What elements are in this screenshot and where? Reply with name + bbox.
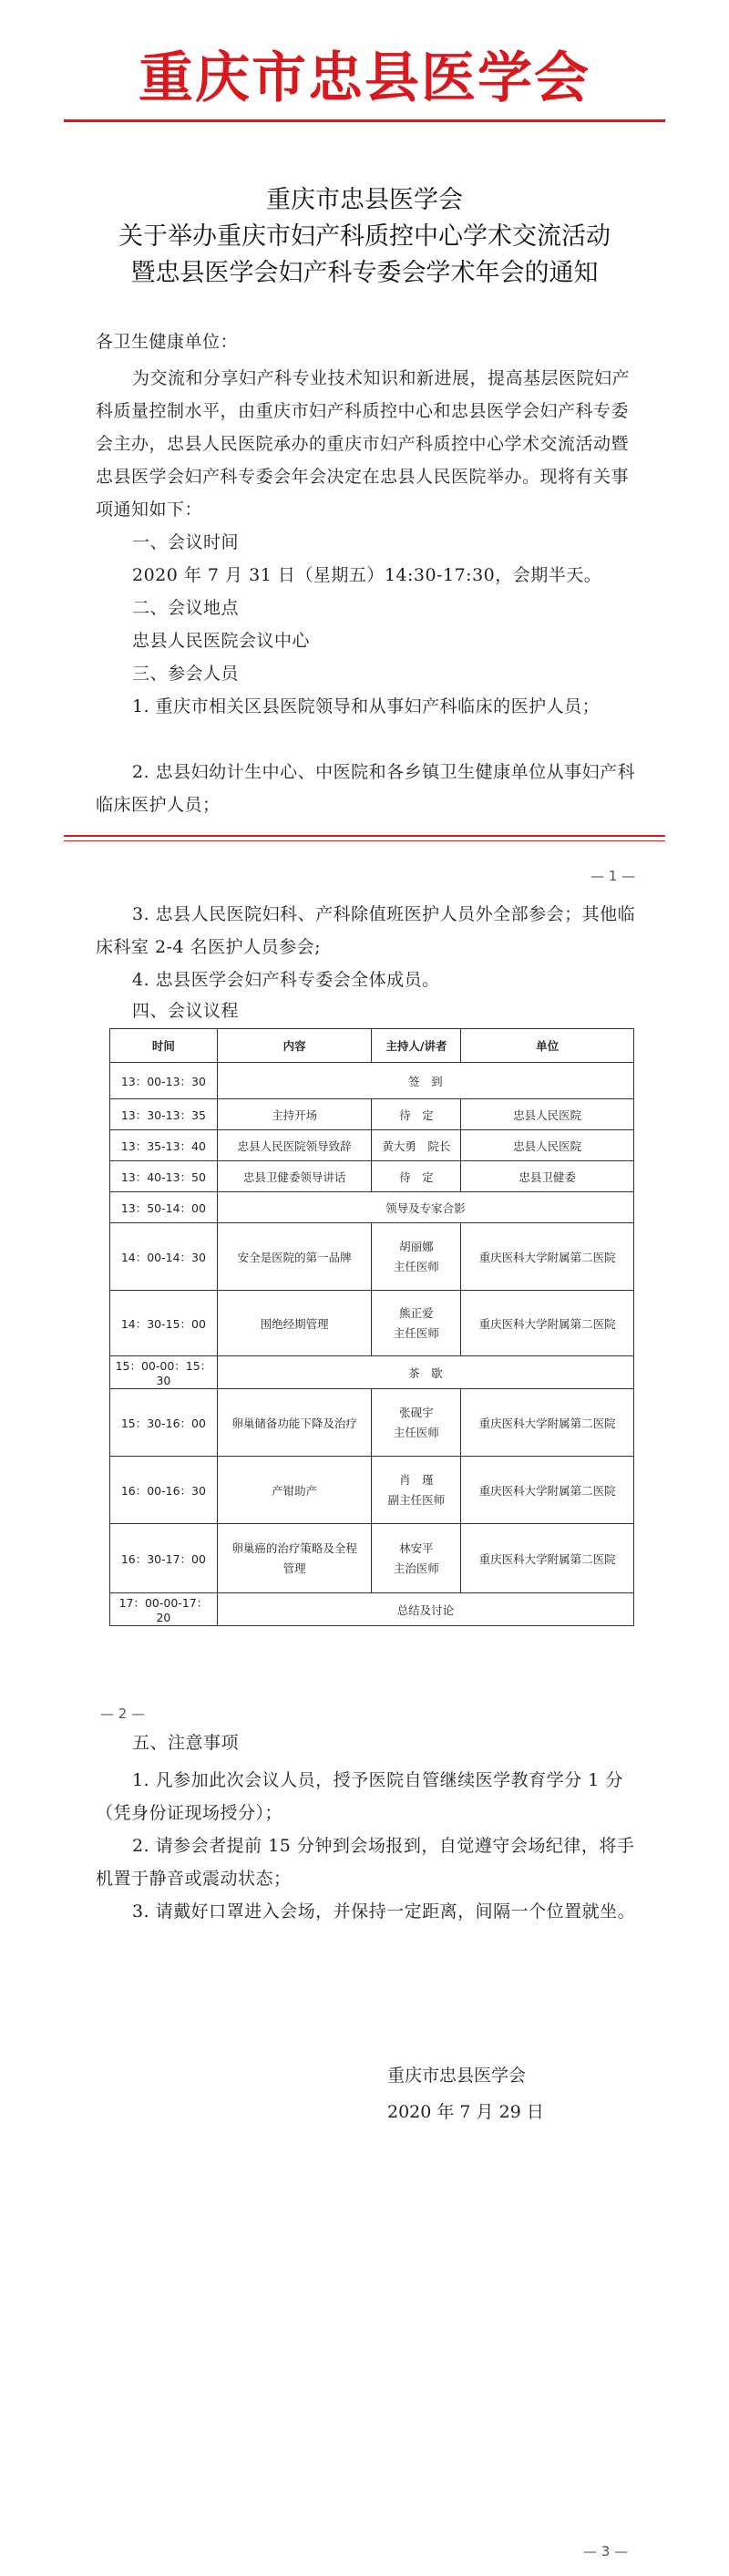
host-name: 张砚宇 xyxy=(399,1405,434,1419)
section-5-item-1: 1. 凡参加此次会议人员，授予医院自管继续医学教育学分 1 分（凭身份证现场授分）； xyxy=(96,1770,623,1823)
row-time: 15：30-16：00 xyxy=(110,1389,218,1457)
content-line-1: 卵巢癌的治疗策略及全程 xyxy=(231,1540,357,1555)
host-name: 胡丽娜 xyxy=(399,1239,434,1253)
row-unit: 忠县人民医院 xyxy=(461,1099,634,1130)
section-5-item-3: 3. 请戴好口罩进入会场，并保持一定距离，间隔一个位置就坐。 xyxy=(132,1901,636,1922)
signature-org: 重庆市忠县医学会 xyxy=(387,2066,527,2086)
salutation: 各卫生健康单位： xyxy=(96,332,239,352)
host-title: 副主任医师 xyxy=(387,1492,446,1507)
row-content: 产钳助产 xyxy=(217,1457,372,1524)
section-1-body: 2020 年 7 月 31 日（星期五）14:30-17:30，会期半天。 xyxy=(132,565,602,585)
row-unit: 忠县人民医院 xyxy=(461,1130,634,1161)
page-break-divider xyxy=(64,835,665,837)
row-time: 13：30-13：35 xyxy=(110,1099,218,1130)
table-row xyxy=(110,1063,634,1099)
row-unit: 重庆医科大学附属第二医院 xyxy=(461,1524,634,1593)
section-5-item-2: 2. 请参会者提前 15 分钟到会场报到，自觉遵守会场纪律，将手机置于静音或震动状态； xyxy=(96,1836,635,1889)
table-row xyxy=(110,1223,634,1291)
table-row xyxy=(110,1356,634,1389)
host-title: 主任医师 xyxy=(393,1325,439,1340)
section-3-item-3: 3. 忠县人民医院妇科、产科除值班医护人员外全部参会；其他临床科室 2-4 名医护人员参会; xyxy=(96,904,636,957)
header-unit: 单位 xyxy=(461,1029,634,1063)
row-merged: 领导及专家合影 xyxy=(217,1192,633,1223)
section-3-item-4: 4. 忠县医学会妇产科专委会全体成员。 xyxy=(132,970,440,990)
section-4-title: 四、会议议程 xyxy=(132,1001,240,1021)
row-content: 安全是医院的第一品牌 xyxy=(217,1223,372,1291)
table-row xyxy=(110,1389,634,1457)
table-row xyxy=(110,1291,634,1356)
row-merged: 茶 歇 xyxy=(217,1356,633,1389)
table-row xyxy=(110,1161,634,1192)
row-content: 忠县人民医院领导致辞 xyxy=(217,1130,372,1161)
notice-title-line3: 暨忠县医学会妇产科专委会学术年会的通知 xyxy=(130,259,599,287)
row-host: 待 定 xyxy=(372,1161,461,1192)
row-time: 17：00-00-17：20 xyxy=(110,1593,218,1626)
page-break-divider-thin xyxy=(64,840,665,841)
host-title: 主任医师 xyxy=(393,1259,439,1273)
table-row xyxy=(110,1099,634,1130)
host-name: 林安平 xyxy=(399,1540,434,1555)
page-number-3: — 3 — xyxy=(583,2543,629,2560)
host-name: 肖 瑾 xyxy=(399,1472,434,1487)
row-time: 13：00-13：30 xyxy=(110,1063,218,1099)
row-unit: 重庆医科大学附属第二医院 xyxy=(461,1457,634,1524)
section-3-item-2: 2. 忠县妇幼计生中心、中医院和各乡镇卫生健康单位从事妇产科临床医护人员； xyxy=(96,762,636,815)
header-time: 时间 xyxy=(110,1029,218,1063)
row-merged: 总结及讨论 xyxy=(217,1593,633,1626)
row-time: 13：50-14：00 xyxy=(110,1192,218,1223)
row-host xyxy=(372,1524,461,1593)
row-unit: 重庆医科大学附属第二医院 xyxy=(461,1389,634,1457)
intro-paragraph: 为交流和分享妇产科专业技术知识和新进展，提高基层医院妇产科质量控制水平，由重庆市妇产科质控中心和忠县医学会妇产科专委会主办，忠县人民医院承办的重庆市妇产科质控中心学术交流活动暨忠县医学会妇产科专委会年会决定在忠县人民医院举办。现将有关事项通知如下： xyxy=(96,368,631,520)
row-content: 忠县卫健委领导讲话 xyxy=(217,1161,372,1192)
row-merged: 签 到 xyxy=(217,1063,633,1099)
table-row xyxy=(110,1130,634,1161)
section-2-body: 忠县人民医院会议中心 xyxy=(132,631,311,651)
page-number-1: — 1 — xyxy=(590,868,636,884)
row-time: 14：00-14：30 xyxy=(110,1223,218,1291)
row-time: 15：00-00：15：30 xyxy=(110,1356,218,1389)
row-host xyxy=(372,1291,461,1356)
row-host xyxy=(372,1457,461,1524)
section-1-title: 一、会议时间 xyxy=(132,532,240,552)
row-content: 围绝经期管理 xyxy=(217,1291,372,1356)
header-host: 主持人/讲者 xyxy=(372,1029,461,1063)
row-content xyxy=(217,1524,372,1593)
row-unit: 重庆医科大学附属第二医院 xyxy=(461,1223,634,1291)
masthead-title: 重庆市忠县医学会 xyxy=(139,46,590,110)
section-3-title: 三、参会人员 xyxy=(132,664,240,684)
notice-title-line2: 关于举办重庆市妇产科质控中心学术交流活动 xyxy=(118,222,611,251)
row-time: 13：40-13：50 xyxy=(110,1161,218,1192)
content-line-2: 管理 xyxy=(282,1561,306,1575)
notice-title-line1: 重庆市忠县医学会 xyxy=(266,186,463,214)
table-row xyxy=(110,1457,634,1524)
masthead-divider xyxy=(64,119,665,122)
notice-title xyxy=(0,182,729,292)
table-header-row xyxy=(110,1029,634,1063)
section-3-item-1: 1. 重庆市相关区县医院领导和从事妇产科临床的医护人员； xyxy=(132,696,601,716)
section-5-title: 五、注意事项 xyxy=(132,1733,240,1753)
row-time: 16：30-17：00 xyxy=(110,1524,218,1593)
row-unit: 重庆医科大学附属第二医院 xyxy=(461,1291,634,1356)
row-unit: 忠县卫健委 xyxy=(461,1161,634,1192)
table-row xyxy=(110,1192,634,1223)
row-time: 14：30-15：00 xyxy=(110,1291,218,1356)
page-number-2: — 2 — xyxy=(100,1705,146,1722)
row-host: 待 定 xyxy=(372,1099,461,1130)
row-host: 黄大勇 院长 xyxy=(372,1130,461,1161)
row-host xyxy=(372,1223,461,1291)
row-time: 16：00-16：30 xyxy=(110,1457,218,1524)
host-title: 主治医师 xyxy=(393,1561,439,1575)
header-content: 内容 xyxy=(217,1029,372,1063)
host-title: 主任医师 xyxy=(393,1425,439,1439)
row-content: 主持开场 xyxy=(217,1099,372,1130)
row-time: 13：35-13：40 xyxy=(110,1130,218,1161)
section-2-title: 二、会议地点 xyxy=(132,598,240,618)
table-row xyxy=(110,1524,634,1593)
host-name: 熊正爱 xyxy=(399,1305,434,1320)
agenda-table xyxy=(109,1028,634,1626)
row-host xyxy=(372,1389,461,1457)
row-content: 卵巢储备功能下降及治疗 xyxy=(217,1389,372,1457)
table-row xyxy=(110,1593,634,1626)
signature-date: 2020 年 7 月 29 日 xyxy=(387,2102,544,2122)
